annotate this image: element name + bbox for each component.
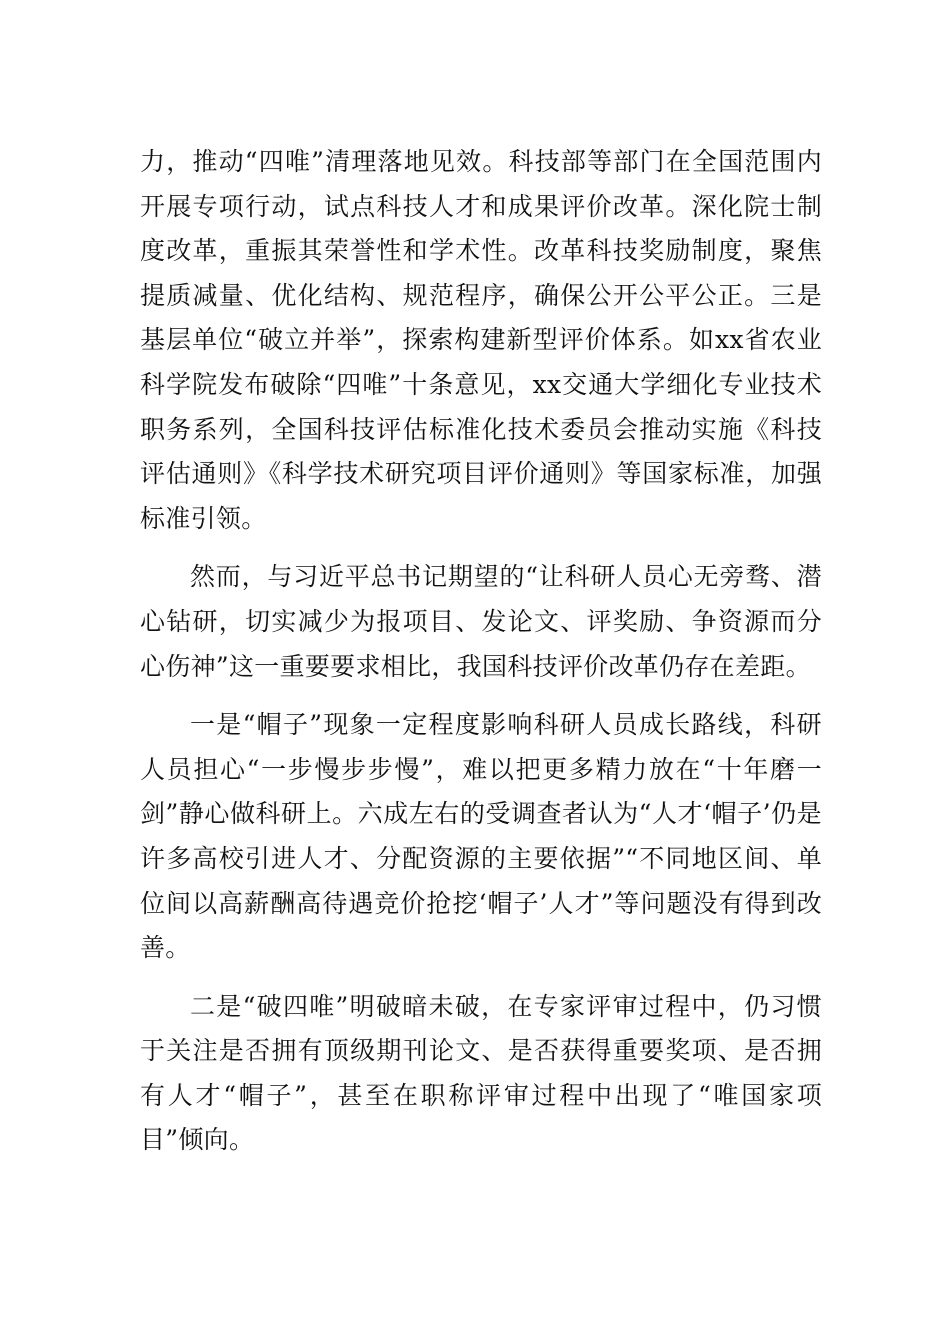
paragraph-continuation: 力，推动“四唯”清理落地见效。科技部等部门在全国范围内开展专项行动，试点科技人才和成果评价改革。深化院士制度改革，重振其荣誉性和学术性。改革科技奖励制度，聚焦提质减量、优化结构、规范程序，确保公开公平公正。三是基层单位“破立并举”，探索构建新型评价体系。如xx省农业科学院发布破除“四唯”十条意见，xx交通大学细化专业技术职务系列，全国科技评估标准化技术委员会推动实施《科技评估通则》《科学技术研究项目评价通则》等国家标准，加强标准引领。 [140,147,822,533]
document-body [140,140,822,1163]
paragraph-point-two: 二是“破四唯”明破暗未破，在专家评审过程中，仍习惯于关注是否拥有顶级期刊论文、是否获得重要奖项、是否拥有人才“帽子”，甚至在职称评审过程中出现了“唯国家项目”倾向。 [140,991,822,1155]
paragraph-point-one: 一是“帽子”现象一定程度影响科研人员成长路线，科研人员担心“一步慢步步慢”，难以把更多精力放在“十年磨一剑”静心做科研上。六成左右的受调查者认为“人才‘帽子’仍是许多高校引进人才、分配资源的主要依据”“不同地区间、单位间以高薪酬高待遇竞价抢挖‘帽子’人才”等问题没有得到改善。 [140,710,822,963]
paragraph-however: 然而，与习近平总书记期望的“让科研人员心无旁骛、潜心钻研，切实减少为报项目、发论文、评奖励、争资源而分心伤神”这一重要要求相比，我国科技评价改革仍存在差距。 [140,562,822,681]
